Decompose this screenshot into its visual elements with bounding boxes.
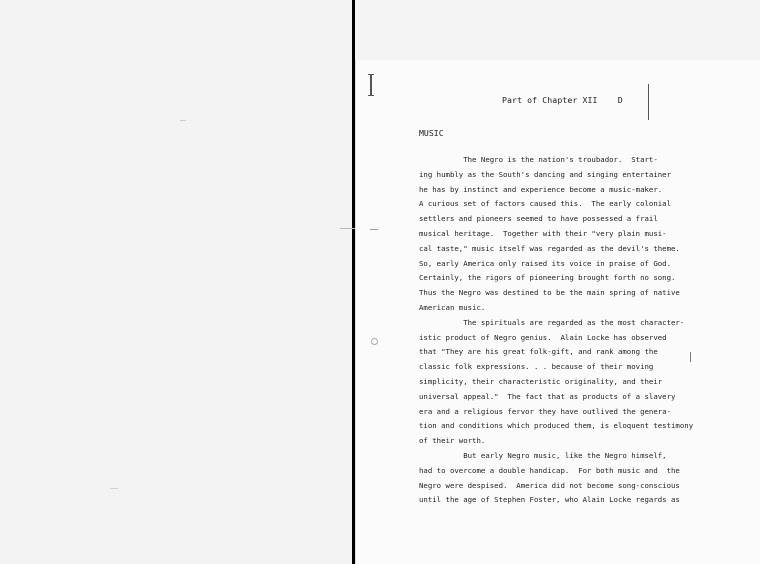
text-line: The Negro is the nation's troubador. Start- xyxy=(419,155,658,164)
section-heading: MUSIC xyxy=(419,128,444,138)
body-text xyxy=(419,153,704,508)
binding-mark xyxy=(370,74,372,96)
text-line: tion and conditions which produced them, is eloquent testimony xyxy=(419,421,694,431)
text-line: era and a religious fervor they have outlived the genera- xyxy=(419,406,672,416)
text-line: American music. xyxy=(419,302,486,312)
paper-speck xyxy=(110,488,118,489)
margin-dash xyxy=(370,229,378,230)
text-line: The spirituals are regarded as the most character- xyxy=(419,317,685,327)
text-line: Certainly, the rigors of pioneering brought forth no song. xyxy=(419,273,676,283)
text-line: musical heritage. Together with their "very plain musi- xyxy=(419,228,667,238)
text-line: he has by instinct and experience become a music-maker. xyxy=(419,184,663,194)
text-line: that "They are his great folk-gift, and rank among the xyxy=(419,347,658,357)
text-line: Thus the Negro was destined to be the main spring of native xyxy=(419,288,680,298)
text-line: had to overcome a double handicap. For both music and the xyxy=(419,465,680,475)
text-line: A curious set of factors caused this. The early colonial xyxy=(419,199,672,209)
punch-hole-mark xyxy=(371,338,378,345)
top-margin xyxy=(355,0,760,60)
text-line: Negro were despised. America did not become song-conscious xyxy=(419,480,680,490)
text-line: of their worth. xyxy=(419,436,486,446)
text-line: cal taste," music itself was regarded as the devil's theme. xyxy=(419,243,680,253)
text-line: But early Negro music, like the Negro himself, xyxy=(419,450,667,460)
text-line: simplicity, their characteristic originality, and their xyxy=(419,376,663,386)
text-line: settlers and pioneers seemed to have possessed a frail xyxy=(419,214,658,224)
text-line: until the age of Stephen Foster, who Alain Locke regards as xyxy=(419,495,680,505)
text-line: classic folk expressions. . . because of their moving xyxy=(419,362,654,372)
text-line: So, early America only raised its voice in praise of God. xyxy=(419,258,672,268)
chapter-title: Part of Chapter XII xyxy=(502,95,598,105)
margin-rule xyxy=(648,84,649,120)
text-line: ing humbly as the South's dancing and singing entertainer xyxy=(419,169,672,179)
page-letter: D xyxy=(617,95,623,105)
paper-speck xyxy=(180,120,186,121)
page-header xyxy=(502,95,623,105)
left-blank-page xyxy=(0,0,352,564)
text-line: universal appeal." The fact that as products of a slavery xyxy=(419,391,676,401)
text-line: istic product of Negro genius. Alain Locke has observed xyxy=(419,332,667,342)
